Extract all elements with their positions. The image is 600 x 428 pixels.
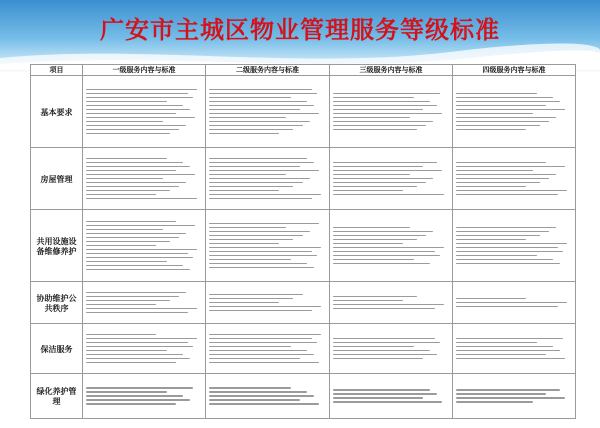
text-line (86, 190, 170, 192)
text-line (209, 125, 303, 127)
row-label: 房屋管理 (31, 148, 83, 210)
text-line (456, 113, 533, 115)
table-row (31, 282, 576, 324)
text-line (209, 190, 279, 192)
text-line (333, 346, 414, 348)
text-line (209, 399, 300, 401)
text-line (333, 174, 410, 176)
text-line (456, 125, 540, 127)
text-line (456, 109, 565, 111)
text-line (209, 247, 321, 249)
text-line (86, 113, 176, 115)
text-line (456, 342, 537, 344)
text-line (86, 198, 197, 200)
text-line (209, 227, 286, 229)
table-row (31, 324, 576, 374)
text-line (333, 166, 423, 168)
text-line (86, 241, 170, 243)
text-line (456, 401, 533, 403)
text-line (209, 334, 321, 336)
table-cell (453, 374, 576, 419)
text-line (86, 269, 190, 271)
text-line (86, 221, 176, 223)
text-line (333, 117, 410, 119)
table-cell (206, 374, 330, 419)
text-line (86, 338, 197, 340)
standards-table (30, 64, 576, 419)
text-line (86, 350, 167, 352)
text-line (209, 255, 317, 257)
table-cell (206, 148, 330, 210)
table-row (31, 374, 576, 419)
row-label: 基本要求 (31, 76, 83, 148)
text-line (209, 294, 303, 296)
text-line (209, 186, 293, 188)
text-line (209, 109, 300, 111)
text-line (456, 170, 533, 172)
text-line (86, 174, 195, 176)
text-line (333, 338, 435, 340)
text-line (86, 342, 188, 344)
text-line (333, 247, 444, 249)
header-level-2: 二级服务内容与标准 (206, 65, 330, 76)
text-line (456, 174, 556, 176)
standards-table-wrap (30, 64, 575, 419)
text-line (333, 300, 403, 302)
text-line (209, 338, 312, 340)
text-line (209, 267, 314, 269)
text-line (209, 231, 310, 233)
text-line (333, 263, 430, 265)
text-line (209, 298, 293, 300)
table-cell (330, 324, 453, 374)
text-line (456, 259, 553, 261)
text-line (333, 170, 442, 172)
header-level-3: 三级服务内容与标准 (330, 65, 453, 76)
text-line (333, 101, 430, 103)
table-row (31, 210, 576, 282)
text-line (456, 178, 549, 180)
text-line (86, 300, 170, 302)
text-line (86, 133, 170, 135)
text-line (456, 117, 556, 119)
text-line (209, 194, 321, 196)
text-line (86, 354, 183, 356)
text-line (86, 403, 176, 405)
text-line (333, 227, 410, 229)
text-line (333, 93, 440, 95)
text-line (209, 89, 312, 91)
text-line (209, 162, 314, 164)
table-cell (206, 282, 330, 324)
text-line (209, 346, 291, 348)
text-line (209, 310, 312, 312)
text-line (333, 105, 437, 107)
text-line (209, 178, 310, 180)
text-line (86, 186, 179, 188)
text-line (456, 97, 553, 99)
text-line (86, 93, 188, 95)
text-line (333, 186, 417, 188)
text-line (86, 121, 163, 123)
table-cell (453, 210, 576, 282)
table-cell (83, 324, 206, 374)
text-line (333, 296, 417, 298)
text-line (209, 362, 319, 364)
text-line (209, 170, 319, 172)
text-line (456, 121, 549, 123)
text-line (209, 354, 314, 356)
text-line (86, 261, 167, 263)
text-line (86, 245, 156, 247)
text-line (333, 231, 433, 233)
text-line (209, 387, 291, 389)
text-line (209, 235, 303, 237)
text-line (86, 308, 197, 310)
text-line (333, 255, 440, 257)
text-line (333, 350, 430, 352)
text-line (86, 166, 190, 168)
text-line (456, 263, 560, 265)
text-line (456, 166, 565, 168)
text-line (456, 251, 563, 253)
text-line (209, 174, 286, 176)
text-line (86, 170, 176, 172)
text-line (456, 243, 567, 245)
text-line (333, 182, 426, 184)
text-line (86, 101, 167, 103)
text-line (86, 249, 197, 251)
text-line (333, 358, 423, 360)
text-line (209, 395, 314, 397)
table-cell (83, 210, 206, 282)
text-line (333, 194, 444, 196)
text-line (209, 259, 291, 261)
text-line (86, 233, 186, 235)
text-line (333, 109, 423, 111)
board-title: 广安市主城区物业管理服务等级标准 (100, 16, 500, 44)
table-cell (206, 324, 330, 374)
text-line (86, 358, 190, 360)
text-line (209, 158, 307, 160)
text-line (209, 239, 293, 241)
text-line (456, 162, 546, 164)
header-level-1: 一级服务内容与标准 (83, 65, 206, 76)
text-line (456, 227, 556, 229)
text-line (86, 391, 167, 393)
text-line (86, 89, 197, 91)
text-line (209, 129, 293, 131)
text-line (209, 302, 279, 304)
header-level-4: 四级服务内容与标准 (453, 65, 576, 76)
text-line (86, 97, 193, 99)
text-line (333, 401, 442, 403)
text-line (456, 129, 526, 131)
table-row (31, 76, 576, 148)
table-cell (83, 76, 206, 148)
text-line (209, 403, 319, 405)
table-row (31, 148, 576, 210)
text-line (86, 105, 183, 107)
text-line (456, 93, 537, 95)
text-line (456, 190, 567, 192)
text-line (456, 298, 526, 300)
text-line (456, 302, 567, 304)
text-line (333, 239, 417, 241)
text-line (86, 296, 179, 298)
text-line (456, 346, 553, 348)
text-line (333, 235, 426, 237)
text-line (86, 225, 195, 227)
text-line (86, 253, 188, 255)
text-line (86, 334, 156, 336)
text-line (209, 113, 319, 115)
text-line (456, 389, 560, 391)
text-line (333, 251, 435, 253)
text-line (456, 354, 546, 356)
text-line (209, 97, 291, 99)
text-line (86, 129, 179, 131)
text-line (333, 389, 430, 391)
text-line (86, 229, 163, 231)
table-header-row (31, 65, 576, 76)
text-line (86, 346, 193, 348)
text-line (209, 133, 279, 135)
table-cell (330, 148, 453, 210)
text-line (456, 235, 540, 237)
text-line (86, 265, 183, 267)
text-line (456, 397, 565, 399)
text-line (86, 237, 179, 239)
text-line (333, 243, 403, 245)
table-cell (83, 374, 206, 419)
text-line (333, 259, 414, 261)
header-item: 项目 (31, 65, 83, 76)
table-cell (453, 148, 576, 210)
text-line (456, 247, 558, 249)
text-line (333, 178, 433, 180)
text-line (209, 223, 319, 225)
text-line (209, 350, 307, 352)
text-line (456, 182, 540, 184)
text-line (333, 304, 444, 306)
table-cell (330, 76, 453, 148)
text-line (333, 113, 442, 115)
text-line (333, 129, 417, 131)
table-cell (453, 282, 576, 324)
text-line (209, 358, 300, 360)
text-line (86, 178, 163, 180)
text-line (456, 338, 563, 340)
text-line (86, 387, 193, 389)
text-line (209, 117, 286, 119)
text-line (456, 358, 565, 360)
table-cell (330, 210, 453, 282)
row-label: 协助维护公共秩序 (31, 282, 83, 324)
text-line (456, 186, 526, 188)
table-cell (330, 282, 453, 324)
text-line (86, 395, 183, 397)
table-cell (206, 210, 330, 282)
text-line (209, 251, 312, 253)
text-line (456, 393, 546, 395)
row-label: 共用设施设备维修养护 (31, 210, 83, 282)
text-line (86, 362, 176, 364)
text-line (333, 342, 440, 344)
text-line (209, 342, 317, 344)
text-line (209, 198, 312, 200)
text-line (456, 105, 546, 107)
text-line (209, 391, 307, 393)
text-line (333, 121, 433, 123)
text-line (209, 243, 279, 245)
text-line (456, 101, 560, 103)
text-line (456, 255, 537, 257)
text-line (86, 304, 156, 306)
text-line (456, 194, 558, 196)
text-line (209, 306, 321, 308)
text-line (209, 121, 310, 123)
text-line (456, 231, 549, 233)
text-line (209, 93, 317, 95)
text-line (86, 162, 183, 164)
text-line (86, 182, 186, 184)
text-line (209, 182, 303, 184)
text-line (209, 105, 314, 107)
text-line (333, 354, 437, 356)
text-line (333, 97, 414, 99)
text-line (333, 125, 426, 127)
text-line (333, 393, 437, 395)
text-line (456, 239, 526, 241)
text-line (333, 162, 437, 164)
text-line (86, 194, 156, 196)
text-line (86, 257, 193, 259)
text-line (86, 125, 186, 127)
text-line (86, 158, 167, 160)
text-line (209, 263, 307, 265)
text-line (456, 350, 560, 352)
table-cell (453, 324, 576, 374)
table-cell (83, 282, 206, 324)
text-line (333, 397, 423, 399)
text-line (86, 312, 188, 314)
text-line (333, 190, 403, 192)
text-line (209, 101, 307, 103)
row-label: 保洁服务 (31, 324, 83, 374)
text-line (86, 292, 186, 294)
text-line (86, 117, 195, 119)
table-cell (206, 76, 330, 148)
text-line (333, 308, 435, 310)
text-line (456, 306, 558, 308)
row-label: 绿化养护管理 (31, 374, 83, 419)
text-line (86, 109, 190, 111)
table-cell (83, 148, 206, 210)
table-cell (453, 76, 576, 148)
table-cell (330, 374, 453, 419)
text-line (86, 399, 190, 401)
text-line (209, 166, 300, 168)
